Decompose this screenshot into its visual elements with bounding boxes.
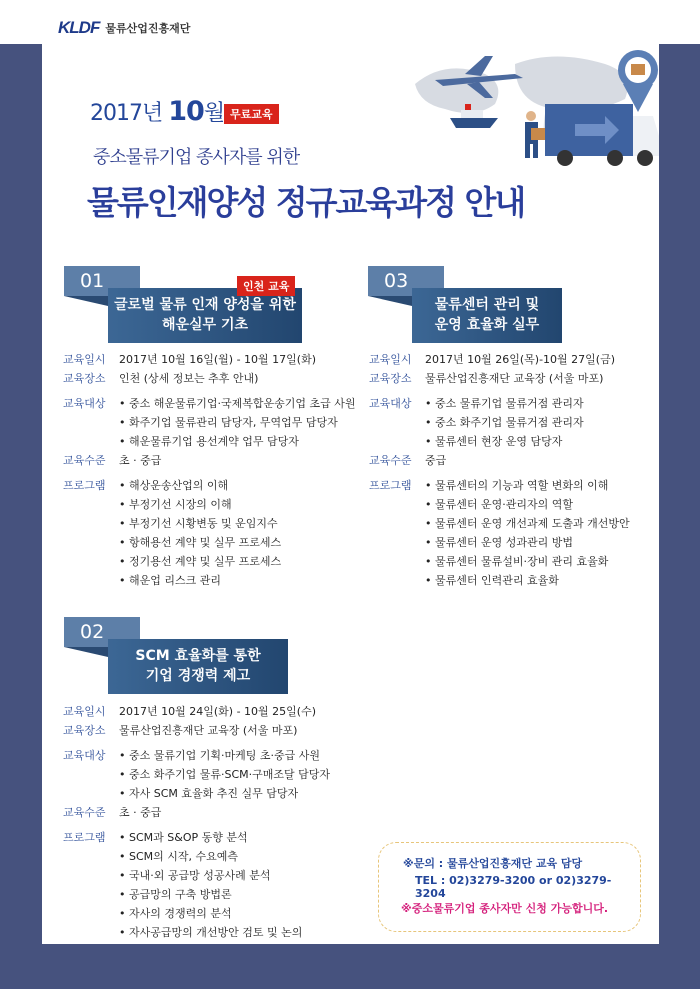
ribbon-fold xyxy=(64,647,108,657)
course-title-line1: 물류센터 관리 및 xyxy=(434,297,540,313)
ribbon-fold xyxy=(368,296,412,306)
program-item: • SCM의 시작, 수요예측 xyxy=(119,847,302,866)
place-label: 교육장소 xyxy=(63,724,106,737)
program-item: • 자사공급망의 개선방안 검토 및 논의 xyxy=(119,923,302,942)
course-title-line1: SCM 효율화를 통한 xyxy=(135,648,261,664)
contact-inquiry: ※문의 : 물류산업진흥재단 교육 담당 xyxy=(403,857,583,870)
place-value: 물류산업진흥재단 교육장 (서울 마포) xyxy=(425,372,604,385)
program-item: • 자사의 경쟁력의 분석 xyxy=(119,904,302,923)
contact-phone[interactable]: TEL : 02)3279-3200 or 02)3279-3204 xyxy=(415,874,612,900)
program-item: • 해상운송산업의 이해 xyxy=(119,476,281,495)
program-item: • 물류센터 운영·관리자의 역할 xyxy=(425,495,630,514)
target-item: • 중소 물류기업 기획·마케팅 초·중급 사원 xyxy=(119,746,330,765)
top-bar xyxy=(0,0,700,44)
program-item: • 물류센터 물류설비·장비 관리 효율화 xyxy=(425,552,630,571)
header-title: 물류인재양성 정규교육과정 안내 xyxy=(87,183,525,222)
program-item: • 물류센터 인력관리 효율화 xyxy=(425,571,630,590)
program-item: • 물류센터 운영 개선과제 도출과 개선방안 xyxy=(425,514,630,533)
target-item: • 중소 물류기업 물류거점 관리자 xyxy=(425,394,584,413)
course-03-details xyxy=(369,350,630,590)
program-item: • SCM과 S&OP 동향 분석 xyxy=(119,828,302,847)
program-item: • 정기용선 계약 및 실무 프로세스 xyxy=(119,552,281,571)
target-item: • 해운물류기업 용선계약 업무 담당자 xyxy=(119,432,356,451)
program-item: • 항해용선 계약 및 실무 프로세스 xyxy=(119,533,281,552)
header-month-suffix: 월 xyxy=(203,101,225,126)
course-number: 01 xyxy=(64,266,140,296)
level-value: 초 · 중급 xyxy=(119,806,162,819)
course-title-line1: 글로벌 물류 인재 양성을 위한 xyxy=(114,297,296,313)
target-item: • 중소 해운물류기업·국제복합운송기업 초급 사원 xyxy=(119,394,356,413)
incheon-badge: 인천 교육 xyxy=(237,276,295,296)
contact-box xyxy=(378,842,641,932)
level-label: 교육수준 xyxy=(63,806,106,819)
target-label: 교육대상 xyxy=(63,397,106,410)
course-title-line2: 기업 경쟁력 제고 xyxy=(145,668,251,684)
target-label: 교육대상 xyxy=(63,749,106,762)
place-label: 교육장소 xyxy=(369,372,412,385)
truck-icon xyxy=(545,104,659,166)
contact-notice: ※중소물류기업 종사자만 신청 가능합니다. xyxy=(401,902,609,915)
level-label: 교육수준 xyxy=(369,454,412,467)
pin-icon xyxy=(618,50,658,112)
level-value: 초 · 중급 xyxy=(119,454,162,467)
logo-mark: KLDF xyxy=(58,18,100,37)
target-item: • 화주기업 물류관리 담당자, 무역업무 담당자 xyxy=(119,413,356,432)
program-item: • 물류센터 운영 성과관리 방법 xyxy=(425,533,630,552)
date-value: 2017년 10월 26일(목)-10월 27일(금) xyxy=(425,353,615,366)
header-date xyxy=(90,96,224,127)
course-01-details xyxy=(63,350,356,590)
logo-text: 물류산업진흥재단 xyxy=(105,22,191,35)
header-subtitle: 중소물류기업 종사자를 위한 xyxy=(93,147,300,168)
program-label: 프로그램 xyxy=(369,479,412,492)
level-label: 교육수준 xyxy=(63,454,106,467)
course-02-ribbon xyxy=(64,617,314,697)
date-value: 2017년 10월 24일(화) - 10월 25일(수) xyxy=(119,705,316,718)
delivery-person-icon xyxy=(525,111,545,158)
course-title-line2: 운영 효율화 실무 xyxy=(434,317,540,333)
course-title-line2: 해운실무 기초 xyxy=(161,317,249,333)
course-title-band xyxy=(412,288,562,343)
program-item: • 공급망의 구축 방법론 xyxy=(119,885,302,904)
date-value: 2017년 10월 16일(월) - 10월 17일(화) xyxy=(119,353,316,366)
header-month: 10 xyxy=(168,96,204,127)
program-item: • 물류센터의 기능과 역할 변화의 이해 xyxy=(425,476,630,495)
target-item: • 중소 화주기업 물류거점 관리자 xyxy=(425,413,584,432)
date-label: 교육일시 xyxy=(369,353,412,366)
program-label: 프로그램 xyxy=(63,831,106,844)
date-label: 교육일시 xyxy=(63,353,106,366)
program-item: • 부정기선 시황변동 및 운임지수 xyxy=(119,514,281,533)
header-year: 2017년 xyxy=(90,101,169,126)
ribbon-fold xyxy=(64,296,108,306)
place-value: 물류산업진흥재단 교육장 (서울 마포) xyxy=(119,724,298,737)
course-number: 03 xyxy=(368,266,444,296)
course-03-ribbon xyxy=(368,266,598,346)
course-title-band xyxy=(108,639,288,694)
target-item: • 자사 SCM 효율화 추진 실무 담당자 xyxy=(119,784,330,803)
date-label: 교육일시 xyxy=(63,705,106,718)
target-label: 교육대상 xyxy=(369,397,412,410)
place-label: 교육장소 xyxy=(63,372,106,385)
course-title-band xyxy=(108,288,302,343)
course-02-details xyxy=(63,702,330,942)
course-number: 02 xyxy=(64,617,140,647)
program-item: • 부정기선 시장의 이해 xyxy=(119,495,281,514)
level-value: 중급 xyxy=(425,454,447,467)
program-label: 프로그램 xyxy=(63,479,106,492)
free-badge: 무료교육 xyxy=(224,104,279,124)
target-item: • 중소 화주기업 물류·SCM·구매조달 담당자 xyxy=(119,765,330,784)
program-item: • 해운업 리스크 관리 xyxy=(119,571,281,590)
program-item: • 국내·외 공급망 성공사례 분석 xyxy=(119,866,302,885)
target-item: • 물류센터 현장 운영 담당자 xyxy=(425,432,584,451)
logo xyxy=(58,18,190,38)
place-value: 인천 (상세 정보는 추후 안내) xyxy=(119,372,259,385)
